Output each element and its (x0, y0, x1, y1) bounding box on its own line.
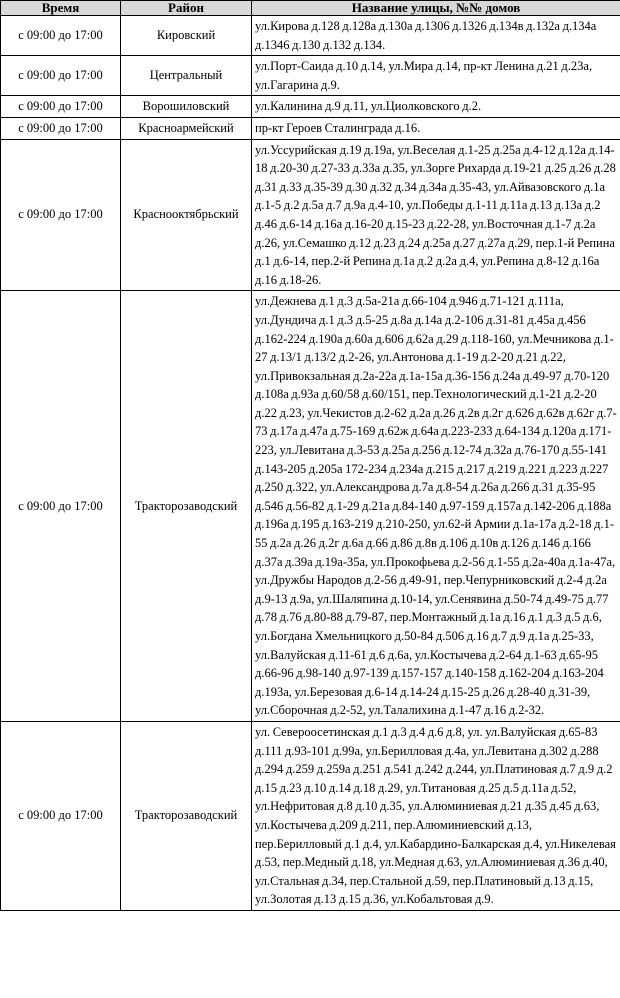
row-streets: пр-кт Героев Сталинграда д.16. (252, 117, 620, 139)
table-row (1, 16, 620, 56)
row-streets: ул.Порт-Саида д.10 д.14, ул.Мира д.14, пр-кт Ленина д.21 д.23а, ул.Гагарина д.9. (252, 56, 620, 96)
row-streets: ул.Калинина д.9 д.11, ул.Циолковского д.2. (252, 96, 620, 118)
table-row (1, 56, 620, 96)
row-district: Тракторозаводский (121, 291, 252, 722)
row-time: с 09:00 до 17:00 (1, 96, 121, 118)
table-row (1, 117, 620, 139)
row-district: Ворошиловский (121, 96, 252, 118)
row-district: Краснооктябрьский (121, 139, 252, 291)
row-time: с 09:00 до 17:00 (1, 291, 121, 722)
row-time: с 09:00 до 17:00 (1, 56, 121, 96)
header-streets: Название улицы, №№ домов (252, 1, 620, 16)
table-row (1, 139, 620, 291)
table-header-row (1, 1, 620, 16)
row-streets: ул.Уссурийская д.19 д.19а, ул.Веселая д.1-25 д.25а д.4-12 д.12а д.14-18 д.20-30 д.27-33 д.33а д.35, ул.Зорге Рихарда д.19-21 д.25 д.26 д.28 д.31 д.33 д.35-39 д.30 д.32 д.34 д.34а д.35-43, ул.Айвазовского д.1а д.1-5 д.2 д.5а д.7 д.9а д.4-10, ул.Победы д.1-11 д.11а д.13 д.13а д.2 д.46 д.6-14 д.16а д.16-20 д.15-23 д.22-28, ул.Восточная д.1-7 д.2а д.26, ул.Семашко д.12 д.23 д.24 д.25а д.27 д.27а д.29, пер.1-й Репина д.1 д.6-14, пер.2-й Репина д.1а д.2 д.2а д.4, ул.Репина д.8-12 д.16а д.16 д.18-26. (252, 139, 620, 291)
row-district: Тракторозаводский (121, 721, 252, 910)
row-district: Красноармейский (121, 117, 252, 139)
header-time: Время (1, 1, 121, 16)
table-row (1, 291, 620, 722)
row-time: с 09:00 до 17:00 (1, 139, 121, 291)
table-row (1, 721, 620, 910)
header-district: Район (121, 1, 252, 16)
row-time: с 09:00 до 17:00 (1, 117, 121, 139)
row-streets: ул.Дежнева д.1 д.3 д.5а-21а д.66-104 д.946 д.71-121 д.111а, ул.Дундича д.1 д.3 д.5-25 д.8а д.14а д.2-106 д.31-81 д.45а д.456 д.162-224 д.190а д.60а д.606 д.62а д.29 д.118-160, ул.Мечникова д.1-27 д.13/1 д.13/2 д.2-26, ул.Антонова д.1-19 д.2-20 д.21 д.22, ул.Привокзальная д.2а-22а д.1а-15а д.36-156 д.24а д.49-97 д.70-120 д.108а д.93а д.60/58 д.60/151, пер.Технологический д.1-21 д.2-20 д.22 д.23, ул.Чекистов д.2-62 д.2а д.26 д.2в д.2г д.626 д.62в д.62г д.7-73 д.17а д.47а д.75-169 д.62ж д.64а д.223-233 д.64-134 д.120а д.171-223, ул.Левитана д.3-53 д.25а д.256 д.12-74 д.32а д.76-170 д.55-141 д.143-205 д.205а 172-234 д.234а д.215 д.217 д.219 д.221 д.223 д.227 д.250 д.322, ул.Александрова д.7а д.8-54 д.26а д.266 д.31 д.35-95 д.546 д.56-82 д.1-29 д.21а д.84-140 д.97-159 д.157а д.142-206 д.188а д.196а д.195 д.163-219 д.210-250, ул.62-й Армии д.1а-17а д.2-18 д.1-55 д.2а д.26 д.2г д.6а д.66 д.86 д.8в д.106 д.10в д.126 д.146 д.166 д.37а д.39а д.19а-35а, ул.Прокофьева д.2-56 д.1-55 д.2а-40а д.1а-47а, ул.Дружбы Народов д.2-56 д.49-91, пер.Чепурниковский д.2-4 д.2а д.9-13 д.9а, ул.Шаляпина д.10-14, ул.Сенявина д.50-74 д.49-75 д.77 д.78 д.76 д.80-88 д.79-87, пер.Монтажный д.1а д.16 д.1 д.3 д.5 д.6, ул.Богдана Хмельницкого д.50-84 д.506 д.16 д.7 д.9 д.1а д.25-33, ул.Валуйская д.11-61 д.6 д.6а, ул.Костычева д.2-64 д.1-63 д.65-95 д.66-96 д.98-140 д.97-139 д.157-157 д.140-158 д.162-204 д.163-204 д.193а, ул.Березовая д.6-14 д.14-24 д.15-25 д.26 д.28-40 д.31-39, ул.Сборочная д.2-52, ул.Талалихина д.1-47 д.16 д.2-32. (252, 291, 620, 722)
row-streets: ул.Кирова д.128 д.128а д.130а д.1306 д.1326 д.134в д.132а д.134а д.1346 д.130 д.132 д.134. (252, 16, 620, 56)
row-time: с 09:00 до 17:00 (1, 16, 121, 56)
table-row (1, 96, 620, 118)
row-streets: ул. Североосетинская д.1 д.3 д.4 д.6 д.8, ул. ул.Валуйская д.65-83 д.111 д.93-101 д.99а, ул.Берилловая д.4а, ул.Левитана д.302 д.288 д.294 д.259 д.259а д.251 д.541 д.242 д.244, ул.Платиновая д.7 д.9 д.2 д.15 д.23 д.10 д.14 д.18 д.29, ул.Титановая д.25 д.5 д.11а д.52, ул.Нефритовая д.8 д.10 д.35, ул.Алюминиевая д.21 д.35 д.45 д.63, ул.Костычева д.209 д.211, пер.Алюминиевский д.13, пер.Берилловый д.1 д.4, ул.Кабардино-Балкарская д.4, ул.Никелевая д.53, пер.Медный д.18, ул.Медная д.63, ул.Алюминиевая д.36 д.40, ул.Стальная д.34, пер.Стальной д.59, пер.Платиновый д.13 д.15, ул.Золотая д.13 д.15 д.36, ул.Кобальтовая д.9. (252, 721, 620, 910)
row-time: с 09:00 до 17:00 (1, 721, 121, 910)
row-district: Центральный (121, 56, 252, 96)
row-district: Кировский (121, 16, 252, 56)
